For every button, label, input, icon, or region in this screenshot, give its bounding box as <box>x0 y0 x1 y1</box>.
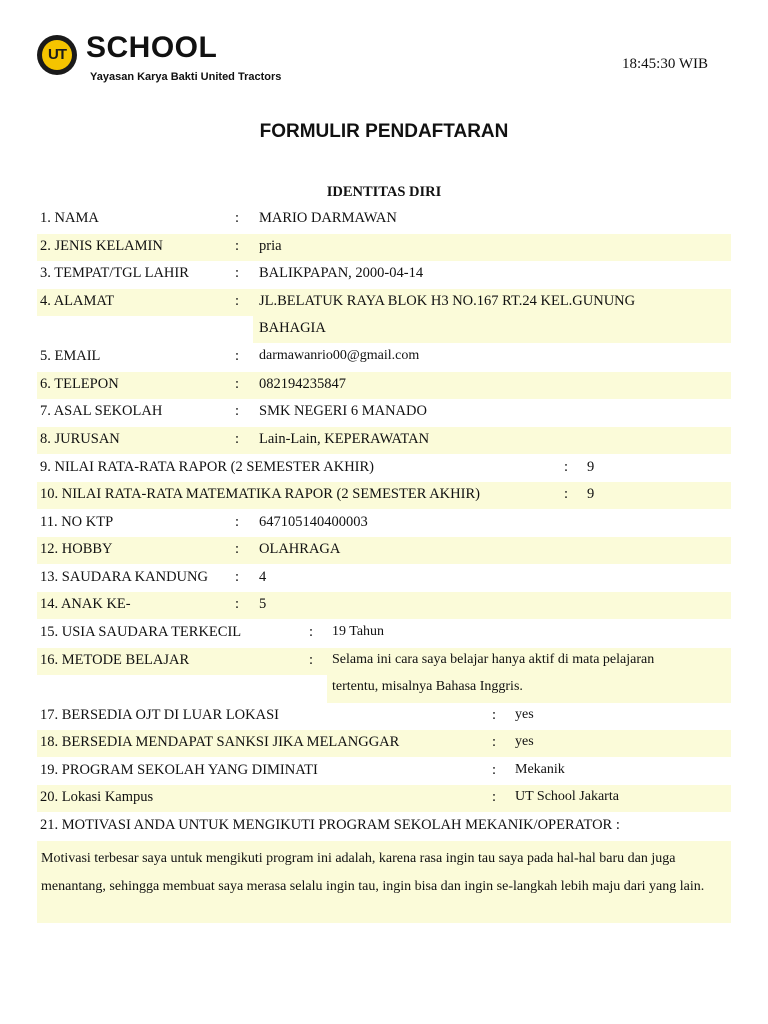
field-colon: : <box>235 348 240 364</box>
field-row-nama <box>37 206 731 233</box>
field-row-ojt <box>37 703 731 730</box>
field-value: Motivasi terbesar saya untuk mengikuti program ini adalah, karena rasa ingin tau saya pada hal-hal baru dan juga menantang, sehingga membuat saya merasa selalu ingin tau, ingin bisa dan ingin se-langkah lebih maju dari yang lain. <box>41 851 705 894</box>
field-row-jenis-kelamin <box>37 234 731 261</box>
field-row-email <box>37 344 731 371</box>
field-value: Selama ini cara saya belajar hanya aktif di mata pelajaran <box>332 652 655 667</box>
motivasi-text-block <box>37 841 731 923</box>
field-row-usia-saudara <box>37 620 731 647</box>
field-value: Mekanik <box>515 762 565 777</box>
field-value: 9 <box>587 459 595 475</box>
field-colon: : <box>492 734 497 750</box>
field-label: 20. Lokasi Kampus <box>40 789 154 805</box>
field-value-continued: BAHAGIA <box>259 320 326 336</box>
field-row-alamat-cont <box>37 316 731 343</box>
field-row-nilai-rapor <box>37 455 731 482</box>
field-value: OLAHRAGA <box>259 541 341 557</box>
field-colon: : <box>235 541 240 557</box>
field-row-hobby <box>37 537 731 564</box>
field-colon: : <box>235 238 240 254</box>
field-value: 4 <box>259 569 267 585</box>
field-colon: : <box>492 789 497 805</box>
field-colon: : <box>492 762 497 778</box>
field-row-alamat <box>37 289 731 316</box>
field-value: 082194235847 <box>259 376 346 392</box>
field-colon: : <box>235 403 240 419</box>
field-value: 647105140400003 <box>259 514 368 530</box>
field-colon: : <box>235 514 240 530</box>
field-label: 13. SAUDARA KANDUNG <box>40 569 208 585</box>
field-value: 19 Tahun <box>332 624 385 639</box>
field-value: BALIKPAPAN, 2000-04-14 <box>259 265 424 281</box>
field-row-lokasi-kampus <box>37 785 731 812</box>
field-row-no-ktp <box>37 510 731 537</box>
field-value: 9 <box>587 486 595 502</box>
field-label: 19. PROGRAM SEKOLAH YANG DIMINATI <box>40 762 318 778</box>
field-label: 2. JENIS KELAMIN <box>40 238 163 254</box>
field-value: MARIO DARMAWAN <box>259 210 397 226</box>
field-label: 7. ASAL SEKOLAH <box>40 403 163 419</box>
field-label: 11. NO KTP <box>40 514 114 530</box>
field-row-jurusan <box>37 427 731 454</box>
field-row-telepon <box>37 372 731 399</box>
field-label: 15. USIA SAUDARA TERKECIL <box>40 624 242 640</box>
field-label: 9. NILAI RATA-RATA RAPOR (2 SEMESTER AKHIR) <box>40 459 375 475</box>
field-label: 1. NAMA <box>40 210 99 226</box>
field-value: pria <box>259 238 282 254</box>
field-colon: : <box>235 376 240 392</box>
field-row-saudara-kandung <box>37 565 731 592</box>
field-colon: : <box>309 652 314 668</box>
field-label: 3. TEMPAT/TGL LAHIR <box>40 265 189 281</box>
field-colon: : <box>235 596 240 612</box>
field-row-tempat-tgl-lahir <box>37 261 731 288</box>
logo-subtitle: Yayasan Karya Bakti United Tractors <box>90 71 282 83</box>
field-colon: : <box>564 486 569 502</box>
field-value: SMK NEGERI 6 MANADO <box>259 403 427 419</box>
field-value: UT School Jakarta <box>515 789 619 804</box>
field-value: yes <box>515 707 534 722</box>
field-label: 6. TELEPON <box>40 376 119 392</box>
field-colon: : <box>564 459 569 475</box>
field-label: 18. BERSEDIA MENDAPAT SANKSI JIKA MELANGGAR <box>40 734 400 750</box>
field-colon: : <box>235 293 240 309</box>
field-colon: : <box>492 707 497 723</box>
field-value-continued: tertentu, misalnya Bahasa Inggris. <box>332 679 523 694</box>
field-row-metode-belajar <box>37 648 731 675</box>
field-row-asal-sekolah <box>37 399 731 426</box>
field-label: 16. METODE BELAJAR <box>40 652 190 668</box>
field-value: Lain-Lain, KEPERAWATAN <box>259 431 430 447</box>
field-label: 12. HOBBY <box>40 541 113 557</box>
field-row-nilai-matematika <box>37 482 731 509</box>
field-value: yes <box>515 734 534 749</box>
logo-badge <box>37 35 77 75</box>
logo-wordmark: SCHOOL <box>86 31 218 64</box>
field-label: 10. NILAI RATA-RATA MATEMATIKA RAPOR (2 SEMESTER AKHIR) <box>40 486 480 502</box>
timestamp: 18:45:30 WIB <box>622 56 708 72</box>
field-label: 8. JURUSAN <box>40 431 120 447</box>
field-label: 17. BERSEDIA OJT DI LUAR LOKASI <box>40 707 279 723</box>
field-row-motivasi-label <box>37 813 731 840</box>
field-colon: : <box>235 431 240 447</box>
field-colon: : <box>235 210 240 226</box>
field-label: 5. EMAIL <box>40 348 101 364</box>
section-title: IDENTITAS DIRI <box>326 184 442 200</box>
field-value: darmawanrio00@gmail.com <box>259 348 420 363</box>
field-value: 5 <box>259 596 267 612</box>
field-value: JL.BELATUK RAYA BLOK H3 NO.167 RT.24 KEL.GUNUNG <box>259 293 636 309</box>
field-colon: : <box>309 624 314 640</box>
logo-mark: UT <box>48 46 66 63</box>
field-colon: : <box>235 569 240 585</box>
field-colon: : <box>235 265 240 281</box>
field-row-sanksi <box>37 730 731 757</box>
field-label: 14. ANAK KE- <box>40 596 131 612</box>
field-label: 21. MOTIVASI ANDA UNTUK MENGIKUTI PROGRAM SEKOLAH MEKANIK/OPERATOR : <box>40 817 620 833</box>
field-row-metode-belajar-cont <box>37 675 731 703</box>
field-label: 4. ALAMAT <box>40 293 115 309</box>
field-row-anak-ke <box>37 592 731 619</box>
field-row-program-sekolah <box>37 758 731 785</box>
form-title: FORMULIR PENDAFTARAN <box>259 121 509 142</box>
